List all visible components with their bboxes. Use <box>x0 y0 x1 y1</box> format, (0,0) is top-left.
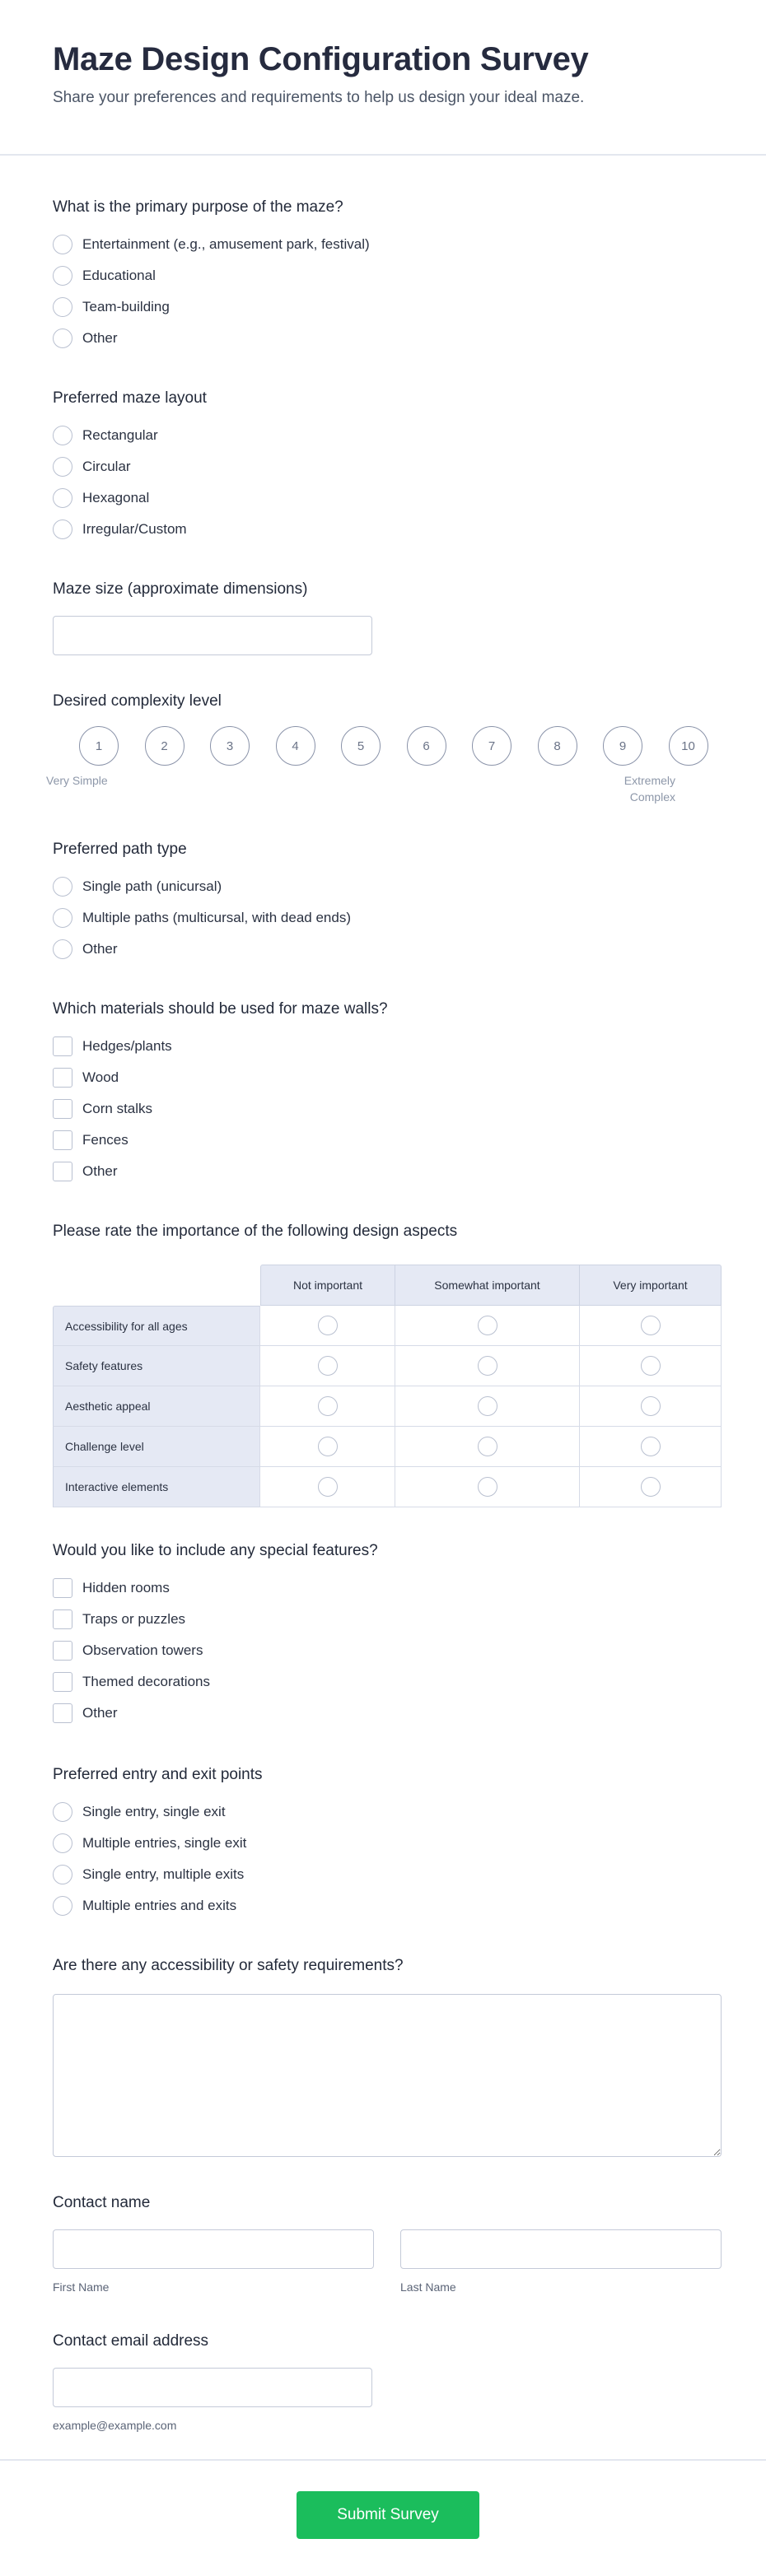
matrix-cell <box>580 1306 722 1346</box>
entry-option[interactable] <box>53 1796 722 1828</box>
complexity-option-4[interactable]: 4 <box>276 726 315 766</box>
path-option[interactable] <box>53 934 722 965</box>
purpose-options <box>53 229 722 354</box>
option-label: Other <box>82 330 118 346</box>
first-name-input[interactable] <box>53 2229 374 2269</box>
path-option[interactable] <box>53 902 722 934</box>
question-contact-name <box>53 2190 722 2294</box>
checkbox[interactable] <box>53 1099 72 1119</box>
radio-button[interactable] <box>53 426 72 445</box>
requirements-textarea[interactable] <box>53 1994 722 2157</box>
option-label: Rectangular <box>82 427 158 443</box>
radio-button[interactable] <box>318 1437 338 1456</box>
option-label: Multiple entries and exits <box>82 1898 237 1913</box>
materials-option[interactable] <box>53 1156 722 1187</box>
features-option[interactable] <box>53 1604 722 1635</box>
matrix-row <box>53 1386 722 1427</box>
header-divider <box>0 154 766 156</box>
option-label: Circular <box>82 459 131 474</box>
page-subtitle: Share your preferences and requirements to help us design your ideal maze. <box>53 89 585 106</box>
matrix-cell <box>395 1467 580 1507</box>
matrix-cell <box>260 1467 395 1507</box>
option-label: Corn stalks <box>82 1101 153 1116</box>
complexity-option-3[interactable]: 3 <box>210 726 250 766</box>
checkbox[interactable] <box>53 1068 72 1088</box>
matrix-column-header: Somewhat important <box>395 1265 580 1306</box>
radio-button[interactable] <box>53 939 72 959</box>
radio-button[interactable] <box>641 1316 661 1335</box>
option-label: Fences <box>82 1132 128 1148</box>
question-label: Preferred entry and exit points <box>53 1766 263 1783</box>
question-label: Contact email address <box>53 2332 209 2350</box>
radio-button[interactable] <box>53 519 72 539</box>
option-label: Other <box>82 941 118 957</box>
complexity-option-1[interactable]: 1 <box>79 726 119 766</box>
question-label: Desired complexity level <box>53 692 222 710</box>
option-label: Single entry, multiple exits <box>82 1866 245 1882</box>
matrix-cell <box>395 1386 580 1427</box>
matrix-cell <box>260 1346 395 1386</box>
matrix-column-header: Not important <box>260 1265 395 1306</box>
features-option[interactable] <box>53 1666 722 1698</box>
matrix-cell <box>580 1467 722 1507</box>
matrix-cell <box>395 1346 580 1386</box>
question-requirements <box>53 1953 722 2157</box>
layout-option[interactable] <box>53 514 722 545</box>
matrix-row-label: Aesthetic appeal <box>53 1386 260 1427</box>
option-label: Other <box>82 1163 118 1179</box>
radio-button[interactable] <box>53 328 72 348</box>
question-label: What is the primary purpose of the maze? <box>53 198 343 216</box>
purpose-option[interactable] <box>53 229 722 260</box>
materials-option[interactable] <box>53 1125 722 1156</box>
question-path <box>53 836 722 965</box>
option-label: Observation towers <box>82 1642 203 1658</box>
option-label: Multiple entries, single exit <box>82 1835 247 1851</box>
radio-button[interactable] <box>53 1865 72 1884</box>
complexity-option-7[interactable]: 7 <box>472 726 511 766</box>
page-title: Maze Design Configuration Survey <box>53 41 589 77</box>
option-label: Multiple paths (multicursal, with dead ends) <box>82 910 351 925</box>
option-label: Themed decorations <box>82 1674 210 1689</box>
radio-button[interactable] <box>478 1356 497 1376</box>
radio-button[interactable] <box>641 1356 661 1376</box>
matrix-row <box>53 1467 722 1507</box>
option-label: Hedges/plants <box>82 1038 172 1054</box>
matrix-row <box>53 1346 722 1386</box>
option-label: Wood <box>82 1069 119 1085</box>
checkbox[interactable] <box>53 1130 72 1150</box>
question-importance <box>53 1218 722 1507</box>
checkbox[interactable] <box>53 1641 72 1661</box>
radio-button[interactable] <box>53 266 72 286</box>
radio-button[interactable] <box>53 1896 72 1916</box>
question-complexity <box>46 688 722 817</box>
last-name-sublabel: Last Name <box>400 2280 456 2294</box>
question-label: Preferred maze layout <box>53 389 207 407</box>
radio-button[interactable] <box>318 1477 338 1497</box>
question-email <box>53 2328 722 2432</box>
complexity-option-6[interactable]: 6 <box>407 726 446 766</box>
matrix-cell <box>580 1427 722 1467</box>
question-label: Which materials should be used for maze walls? <box>53 1000 388 1018</box>
matrix-row-label: Challenge level <box>53 1427 260 1467</box>
radio-button[interactable] <box>53 1802 72 1822</box>
radio-button[interactable] <box>53 297 72 317</box>
matrix-cell <box>260 1427 395 1467</box>
radio-button[interactable] <box>478 1437 497 1456</box>
entry-option[interactable] <box>53 1828 722 1859</box>
checkbox[interactable] <box>53 1609 72 1629</box>
materials-option[interactable] <box>53 1062 722 1093</box>
path-option[interactable] <box>53 871 722 902</box>
question-entry <box>53 1762 722 1922</box>
features-option[interactable] <box>53 1572 722 1604</box>
matrix-row <box>53 1306 722 1346</box>
complexity-option-2[interactable]: 2 <box>145 726 184 766</box>
email-sublabel: example@example.com <box>53 2419 177 2432</box>
radio-button[interactable] <box>53 908 72 928</box>
radio-button[interactable] <box>641 1477 661 1497</box>
question-purpose <box>53 194 722 354</box>
matrix-cell <box>260 1306 395 1346</box>
complexity-option-5[interactable]: 5 <box>341 726 381 766</box>
radio-button[interactable] <box>318 1396 338 1416</box>
features-options <box>53 1572 722 1729</box>
radio-button[interactable] <box>641 1396 661 1416</box>
radio-button[interactable] <box>53 488 72 508</box>
last-name-input[interactable] <box>400 2229 722 2269</box>
radio-button[interactable] <box>318 1356 338 1376</box>
option-label: Team-building <box>82 299 170 314</box>
radio-button[interactable] <box>478 1477 497 1497</box>
question-size <box>53 576 722 655</box>
checkbox[interactable] <box>53 1036 72 1056</box>
complexity-option-10[interactable]: 10 <box>669 726 708 766</box>
option-label: Educational <box>82 268 156 283</box>
submit-button[interactable]: Submit Survey <box>297 2491 479 2539</box>
matrix-cell <box>395 1306 580 1346</box>
question-layout <box>53 385 722 545</box>
purpose-option[interactable] <box>53 291 722 323</box>
matrix-row-label: Accessibility for all ages <box>53 1306 260 1346</box>
option-label: Hexagonal <box>82 490 150 505</box>
materials-option[interactable] <box>53 1093 722 1125</box>
materials-option[interactable] <box>53 1031 722 1062</box>
radio-button[interactable] <box>53 457 72 477</box>
layout-option[interactable] <box>53 420 722 451</box>
first-name-sublabel: First Name <box>53 2280 110 2294</box>
layout-option[interactable] <box>53 451 722 482</box>
scale-min-label: Very Simple <box>46 774 108 787</box>
checkbox[interactable] <box>53 1578 72 1598</box>
matrix-column-header: Very important <box>580 1265 722 1306</box>
question-label: Are there any accessibility or safety requirements? <box>53 1957 404 1974</box>
radio-button[interactable] <box>641 1437 661 1456</box>
layout-option[interactable] <box>53 482 722 514</box>
radio-button[interactable] <box>53 877 72 897</box>
option-label: Hidden rooms <box>82 1580 170 1595</box>
checkbox[interactable] <box>53 1162 72 1181</box>
features-option[interactable] <box>53 1698 722 1729</box>
complexity-option-8[interactable]: 8 <box>538 726 577 766</box>
question-label: Maze size (approximate dimensions) <box>53 580 308 598</box>
purpose-option[interactable] <box>53 323 722 354</box>
option-label: Single path (unicursal) <box>82 878 222 894</box>
entry-option[interactable] <box>53 1859 722 1890</box>
radio-button[interactable] <box>53 1833 72 1853</box>
option-label: Irregular/Custom <box>82 521 187 537</box>
maze-size-input[interactable] <box>53 616 372 655</box>
radio-button[interactable] <box>318 1316 338 1335</box>
matrix-row-label: Interactive elements <box>53 1467 260 1507</box>
matrix-row <box>53 1427 722 1467</box>
question-label: Please rate the importance of the following design aspects <box>53 1223 458 1240</box>
checkbox[interactable] <box>53 1672 72 1692</box>
radio-button[interactable] <box>478 1316 497 1335</box>
option-label: Single entry, single exit <box>82 1804 226 1819</box>
path-options <box>53 871 722 965</box>
matrix-cell <box>395 1427 580 1467</box>
matrix-row-label: Safety features <box>53 1346 260 1386</box>
question-label: Would you like to include any special features? <box>53 1542 378 1559</box>
entry-options <box>53 1796 722 1922</box>
option-label: Traps or puzzles <box>82 1611 186 1627</box>
complexity-option-9[interactable]: 9 <box>603 726 642 766</box>
radio-button[interactable] <box>478 1396 497 1416</box>
footer-divider <box>0 2459 766 2461</box>
option-label: Entertainment (e.g., amusement park, festival) <box>82 236 370 252</box>
question-features <box>53 1538 722 1729</box>
matrix-cell <box>260 1386 395 1427</box>
option-label: Other <box>82 1705 118 1721</box>
question-label: Contact name <box>53 2194 151 2211</box>
question-label: Preferred path type <box>53 841 187 858</box>
complexity-scale <box>46 726 722 817</box>
layout-options <box>53 420 722 545</box>
features-option[interactable] <box>53 1635 722 1666</box>
entry-option[interactable] <box>53 1890 722 1922</box>
question-materials <box>53 996 722 1187</box>
matrix-cell <box>580 1386 722 1427</box>
checkbox[interactable] <box>53 1703 72 1723</box>
importance-matrix <box>53 1265 722 1507</box>
matrix-cell <box>580 1346 722 1386</box>
email-input[interactable] <box>53 2368 372 2407</box>
materials-options <box>53 1031 722 1187</box>
purpose-option[interactable] <box>53 260 722 291</box>
radio-button[interactable] <box>53 235 72 254</box>
scale-max-label: Extremely Complex <box>624 774 675 804</box>
